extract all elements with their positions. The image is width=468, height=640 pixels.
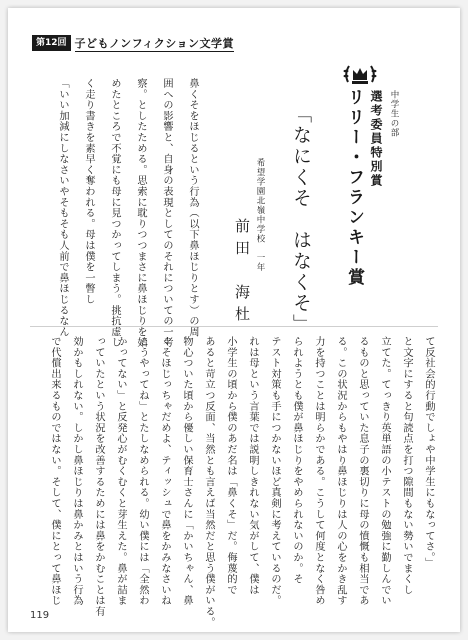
student-name: 前田 海杜 <box>233 218 251 328</box>
text-column: くそほじっちゃだめよ、ティッシュで鼻をかみなさいね <box>159 336 170 606</box>
text-column: 鼻くそをほじるという行為（以下鼻ほじりとす）の周 <box>187 78 198 338</box>
text-column: る。この状況からもやはり鼻ほじりは人の心をかき乱す <box>335 336 346 606</box>
laurel-crown-icon <box>340 62 380 86</box>
school-name: 希望学園北嶺中学校 一年 <box>255 158 265 272</box>
text-column: テスト対策も手につかないほど真剣に考えているのだ。 <box>269 336 280 606</box>
award-title: リリー・フランキー賞 <box>344 88 364 288</box>
section-divider <box>30 326 438 327</box>
work-title: 「なにくそ はなくそ」 <box>290 104 312 335</box>
text-column: あると苛立つ反面、当然とも言えば当然だと思う僕がいる。 <box>203 336 214 628</box>
text-column: 立てた。てっきり英単語の小テストの勉強に勤しんでい <box>379 336 390 606</box>
text-column: と文字にすると句読点を打つ隙間もない勢いでまくし <box>401 336 412 596</box>
text-column: っていたという状況を改善するためには鼻をかむことは有 <box>93 336 104 617</box>
text-column: こうやってね」とたしなめられる。幼い僕には「全然わ <box>137 336 148 606</box>
text-column: られようとも僕が鼻ほじりをやめられないのか。そ <box>291 336 302 585</box>
text-column: れは母という言葉では説明しきれない気がして、僕は <box>247 336 258 596</box>
text-column: かってない」と反発心がむくむくと芽生えた。鼻が詰ま <box>115 336 126 606</box>
text-column: 囲への影響と、自身の表現としてのそれについての一考 <box>161 78 172 348</box>
text-column: 物心ついた頃から優しい保育士さんに「かいちゃん、鼻 <box>181 336 192 606</box>
text-column: 力を持つことは明らかである。こうして何度となく咎め <box>313 336 324 606</box>
award-name: 選考委員特別賞 <box>369 90 383 188</box>
issue-label: 第12回 <box>32 35 71 51</box>
text-column: るものと思っていた息子の裏切りに母の憤慨も相当であ <box>357 336 368 606</box>
book-page <box>8 8 460 632</box>
text-column: 「いい加減にしなさいやそもそも人前で鼻ほじるなん <box>57 78 68 338</box>
text-column: 効かもしれない。しかし鼻ほじりは鼻かみとはいう行為 <box>71 336 82 606</box>
series-title: 子どもノンフィクション文学賞 <box>74 36 234 50</box>
text-column: く走り書きを素早く奪われる。母は僕を一瞥し <box>83 78 94 305</box>
page-number: 119 <box>30 610 50 621</box>
text-column: 小学生の頃から僕のあだ名は「鼻くそ」だ。侮蔑的で <box>225 336 236 596</box>
text-column: 察。としたためる。思索に耽りつつまさに鼻ほじりを始 <box>135 78 146 348</box>
series-header <box>32 34 234 52</box>
award-category: 中学生の部 <box>389 90 399 138</box>
text-column: で代償出来るものではない。そして、僕にとって鼻ほじ <box>49 336 60 606</box>
text-column: めたところで不覚にも母に見つかってしまう。挑抗虚し <box>109 78 120 348</box>
text-column: て反社会的行動でしょや中学生にもなってさ。」 <box>423 336 434 569</box>
